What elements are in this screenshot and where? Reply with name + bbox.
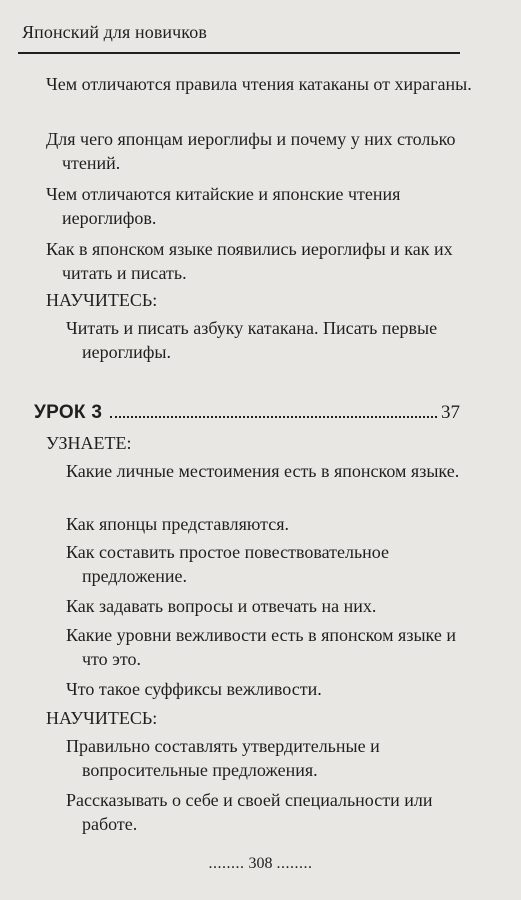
footer-dots-left: ........	[208, 855, 245, 872]
toc-item: Чем отличаются китайские и японские чтения иероглифов.	[46, 184, 401, 228]
lesson-entry[interactable]	[34, 402, 460, 424]
running-header: Японский для новичков	[22, 22, 207, 42]
toc-subitem: Что такое суффиксы вежливости.	[66, 679, 322, 699]
toc-subitem: Как составить простое повествовательное предложение.	[66, 542, 389, 586]
footer-dots-right: ........	[276, 855, 313, 872]
page-number: 308	[248, 855, 273, 872]
toc-item: Для чего японцам иероглифы и почему у них столько чтений.	[46, 129, 456, 173]
section-heading-know: УЗНАЕТЕ:	[46, 433, 132, 453]
toc-subitem: Читать и писать азбуку катакана. Писать первые иероглифы.	[66, 318, 438, 362]
toc-subitem: Как задавать вопросы и отвечать на них.	[66, 596, 377, 616]
lesson-page-number: 37	[441, 402, 460, 423]
toc-subitem: Правильно составлять утвердительные и вопросительные предложения.	[66, 736, 380, 780]
toc-item: Чем отличаются правила чтения катаканы от хираганы.	[46, 74, 472, 94]
toc-subitem: Какие уровни вежливости есть в японском языке и что это.	[66, 625, 456, 669]
toc-subitem: Какие личные местоимения есть в японском языке.	[66, 461, 460, 481]
toc-item: Как в японском языке появились иероглифы и как их читать и писать.	[46, 239, 453, 283]
header-rule	[18, 52, 460, 54]
page-footer	[0, 855, 521, 873]
section-heading-learn: НАУЧИТЕСЬ:	[46, 708, 158, 728]
lesson-title: УРОК 3	[34, 402, 103, 423]
toc-subitem: Как японцы представляются.	[66, 514, 289, 534]
section-heading-learn: НАУЧИТЕСЬ:	[46, 290, 158, 310]
leader-dots	[110, 416, 437, 418]
toc-subitem: Рассказывать о себе и своей специальности или работе.	[66, 790, 433, 834]
